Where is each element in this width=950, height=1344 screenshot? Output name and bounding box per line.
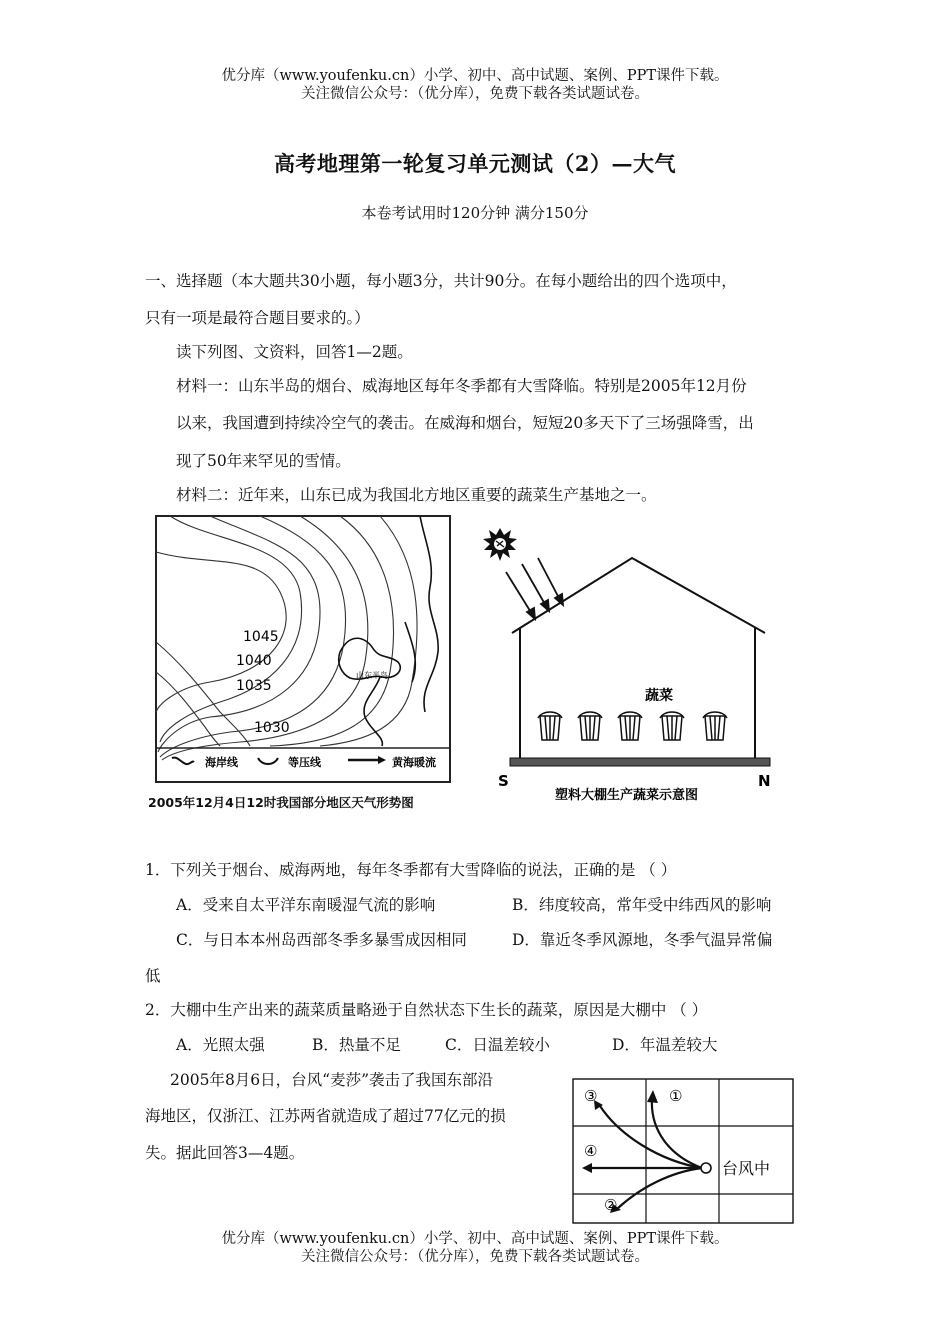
- isobar-label-1035: 1035: [236, 678, 272, 694]
- q1-stem: 1．下列关于烟台、威海两地，每年冬季都有大雪降临的说法，正确的是 （ ）: [145, 861, 677, 879]
- isobar-label-1030: 1030: [254, 720, 290, 736]
- q2-option-d: D．年温差较大: [612, 1036, 718, 1054]
- legend-current: 黄海暖流: [392, 756, 436, 769]
- greenhouse-diagram: [480, 518, 790, 808]
- q2-option-b: B．热量不足: [312, 1036, 401, 1054]
- south-label: S: [498, 772, 509, 790]
- map-caption: 2005年12月4日12时我国部分地区天气形势图: [148, 795, 414, 810]
- legend-coastline: 海岸线: [205, 756, 238, 769]
- section-heading-line-1: 一、选择题（本大题共30小题，每小题3分，共计90分。在每小题给出的四个选项中，: [145, 272, 737, 290]
- footer-line-2: 关注微信公众号：（优分库），免费下载各类试题试卷。: [301, 1249, 649, 1265]
- sun-icon: [483, 528, 517, 561]
- q1-option-a: A．受来自太平洋东南暖湿气流的影响: [176, 896, 436, 914]
- typhoon-line-1: 2005年8月6日，台风“麦莎”袭击了我国东部沿: [170, 1071, 494, 1089]
- greenhouse-caption: 塑料大棚生产蔬菜示意图: [555, 788, 699, 803]
- typhoon-path-diagram: [570, 1076, 796, 1226]
- typhoon-center-icon: [701, 1163, 711, 1173]
- legend-isobar: 等压线: [288, 756, 321, 769]
- weather-map: [150, 512, 460, 784]
- footer-line-1: 优分库（www.youfenku.cn）小学、初中、高中试题、案例、PPT课件下载。: [221, 1231, 729, 1247]
- q1-option-b: B．纬度较高，常年受中纬西风的影响: [512, 896, 772, 914]
- q2-option-a: A．光照太强: [176, 1036, 265, 1054]
- greenhouse-roof: [512, 558, 765, 633]
- path-label-4: ④: [584, 1142, 598, 1160]
- q2-option-c: C．日温差较小: [445, 1036, 550, 1054]
- q2-stem: 2．大棚中生产出来的蔬菜质量略逊于自然状态下生长的蔬菜，原因是大棚中 （ ）: [145, 1001, 708, 1019]
- path-label-2: ②: [604, 1196, 618, 1214]
- q1-option-c: C．与日本本州岛西部冬季多暴雪成因相同: [176, 931, 467, 949]
- q1-option-d-cont: 低: [145, 967, 161, 985]
- shandong-label: 山东半岛: [356, 671, 388, 680]
- path-label-3: ③: [584, 1087, 598, 1105]
- typhoon-center-label: 台风中: [722, 1159, 771, 1178]
- vegetable-icons: [538, 712, 727, 740]
- material1-line-2: 以来，我国遭到持续冷空气的袭击。在威海和烟台，短短20多天下了三场强降雪，出: [176, 414, 754, 432]
- material1-line-3: 现了50年来罕见的雪情。: [176, 452, 351, 470]
- header-line-2: 关注微信公众号：（优分库），免费下载各类试题试卷。: [301, 86, 649, 102]
- material2-text: 材料二：近年来，山东已成为我国北方地区重要的蔬菜生产基地之一。: [176, 486, 657, 504]
- q1-option-d: D．靠近冬季风源地，冬季气温异常偏: [512, 931, 773, 949]
- page-title: 高考地理第一轮复习单元测试（2）—大气: [273, 151, 677, 176]
- intro-text: 读下列图、文资料，回答1—2题。: [176, 343, 413, 361]
- path-label-1: ①: [669, 1087, 683, 1105]
- page-subtitle: 本卷考试用时120分钟 满分150分: [361, 204, 589, 222]
- greenhouse-ground: [510, 758, 770, 766]
- typhoon-line-2: 海地区，仅浙江、江苏两省就造成了超过77亿元的损: [145, 1107, 506, 1125]
- vegetable-label: 蔬菜: [645, 688, 673, 704]
- isobar-label-1040: 1040: [236, 653, 272, 669]
- section-heading-line-2: 只有一项是最符合题目要求的。）: [145, 309, 370, 327]
- north-label: N: [758, 772, 771, 790]
- typhoon-line-3: 失。据此回答3—4题。: [145, 1144, 305, 1162]
- material1-line-1: 材料一：山东半岛的烟台、威海地区每年冬季都有大雪降临。特别是2005年12月份: [176, 377, 747, 395]
- isobar-label-1045: 1045: [243, 629, 279, 645]
- header-line-1: 优分库（www.youfenku.cn）小学、初中、高中试题、案例、PPT课件下载。: [221, 68, 729, 84]
- sun-rays: [506, 558, 563, 619]
